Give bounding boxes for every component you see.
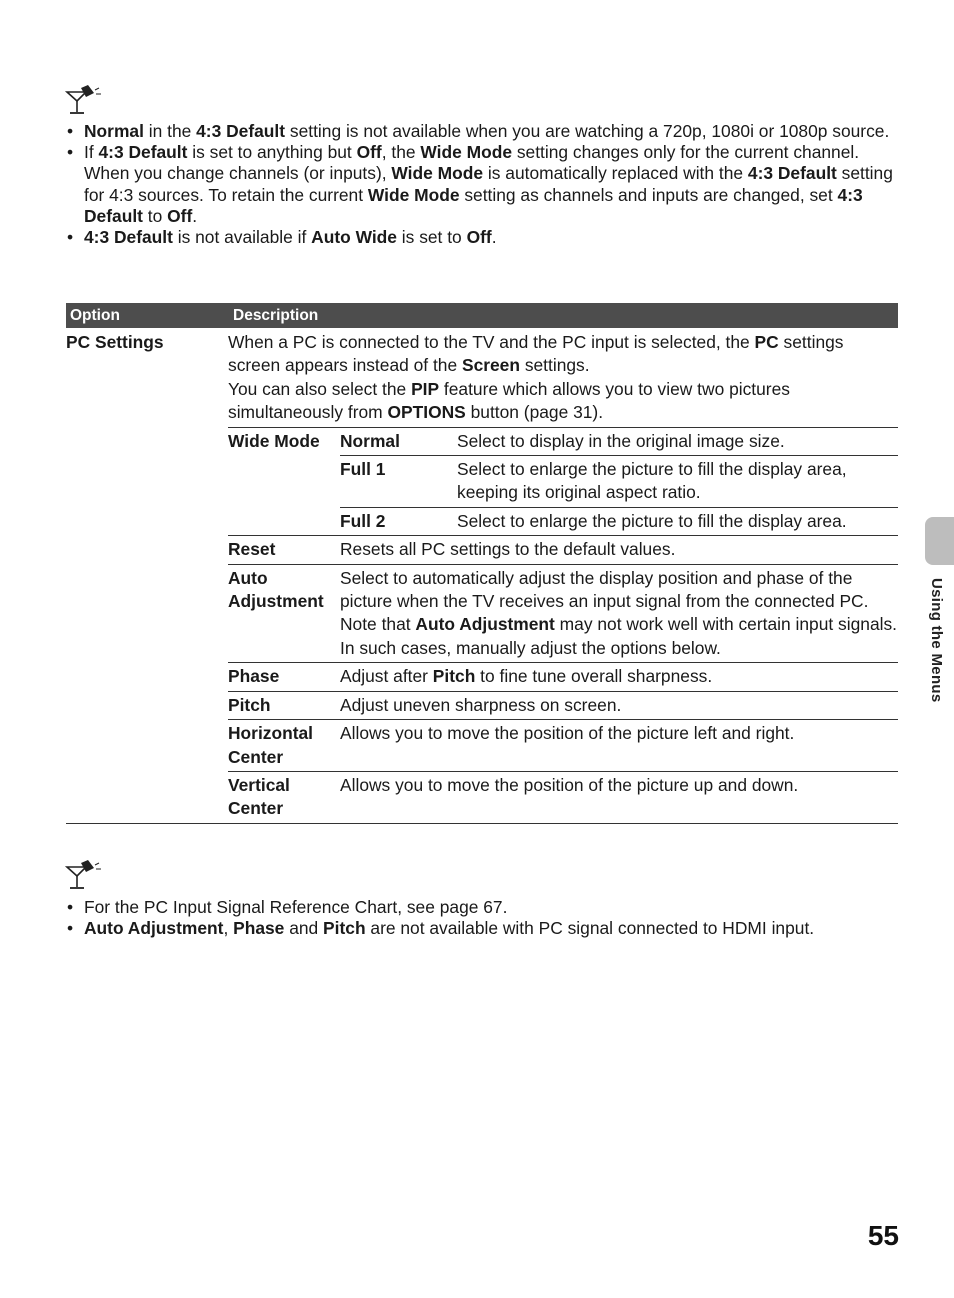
bold-term: Auto Adjustment	[415, 614, 555, 635]
sub-option-name: Vertical Center	[228, 774, 290, 819]
wide-mode-items	[340, 428, 898, 536]
note-item	[66, 121, 900, 142]
bold-term: PIP	[411, 378, 440, 399]
bold-term: Off	[356, 142, 382, 163]
table-row	[66, 328, 898, 823]
bold-term: 4:3 Default	[747, 163, 837, 184]
sub-option-row	[228, 535, 898, 563]
section-label: Using the Menus	[928, 578, 945, 703]
bullet-icon: •	[67, 142, 74, 163]
wide-mode-item	[340, 428, 898, 455]
bold-term: Phase	[233, 918, 285, 939]
wide-mode-group	[228, 427, 898, 536]
bold-term: Wide Mode	[367, 184, 460, 205]
bold-term: Auto Adjustment	[84, 918, 224, 939]
lamp-tip-icon	[64, 859, 104, 893]
bold-term: Wide Mode	[420, 142, 513, 163]
bold-term: Off	[167, 205, 193, 226]
note-item	[66, 142, 900, 227]
description-paragraph: You can also select the PIP feature which allows you to view two pictures simultaneously from OPTIONS button (page 31).	[228, 378, 790, 423]
wide-mode-label: Wide Mode	[228, 430, 320, 451]
sub-option-desc: Adjust after Pitch to fine tune overall sharpness.	[340, 666, 713, 687]
note-text: 4:3 Default is not available if Auto Wide is set to Off.	[84, 227, 497, 248]
bullet-icon: •	[67, 918, 74, 939]
bold-term: OPTIONS	[387, 402, 466, 423]
wide-mode-item-desc: Select to enlarge the picture to fill the display area, keeping its original aspect ratio.	[457, 459, 847, 503]
sub-option-row	[228, 691, 898, 719]
sub-rows	[228, 535, 898, 822]
sub-option-name: Reset	[228, 539, 276, 560]
bold-term: Wide Mode	[391, 163, 484, 184]
wide-mode-item-name: Normal	[340, 430, 400, 451]
bold-term: PC	[754, 332, 779, 352]
section-tab	[925, 517, 954, 565]
note-text: Auto Adjustment, Phase and Pitch are not available with PC signal connected to HDMI input.	[84, 918, 815, 939]
sub-option-desc: Adjust uneven sharpness on screen.	[340, 694, 622, 715]
bold-term: 4:3 Default	[98, 142, 188, 163]
bullet-icon: •	[67, 121, 74, 141]
bold-term: Normal	[84, 121, 144, 141]
sub-option-desc: Select to automatically adjust the display position and phase of the picture when the TV receives an input signal from the connected PC. Note that Auto Adjustment may not work well with certain input signals. In such cases, manually adjust the options below.	[340, 567, 898, 658]
sub-option-row	[228, 719, 898, 771]
note-item	[66, 227, 900, 248]
wide-mode-item-desc: Select to enlarge the picture to fill the display area.	[457, 510, 847, 531]
sub-option-name: Pitch	[228, 694, 271, 715]
sub-option-row	[228, 564, 898, 663]
bold-term: Pitch	[432, 666, 476, 687]
sub-option-name: Auto Adjustment	[228, 567, 324, 612]
sub-option-name: Phase	[228, 666, 280, 687]
bold-term: 4:3 Default	[84, 184, 863, 226]
wide-mode-item	[340, 507, 898, 535]
sub-option-desc: Allows you to move the position of the picture left and right.	[340, 723, 795, 744]
note-list-2	[66, 897, 900, 939]
header-option: Option	[70, 307, 120, 324]
bold-term: Screen	[461, 355, 520, 376]
bullet-icon: •	[67, 897, 74, 917]
option-table	[66, 303, 898, 824]
wide-mode-item-name: Full 2	[340, 510, 386, 531]
wide-mode-item	[340, 455, 898, 507]
wide-mode-item-name: Full 1	[340, 459, 386, 480]
note-text: For the PC Input Signal Reference Chart, see page 67.	[84, 897, 508, 917]
sub-option-desc: Allows you to move the position of the picture up and down.	[340, 774, 799, 795]
header-description: Description	[233, 307, 319, 324]
table-header	[66, 303, 898, 328]
bold-term: Pitch	[323, 918, 366, 939]
bullet-icon: •	[67, 227, 74, 248]
bold-term: 4:3 Default	[196, 121, 286, 141]
bold-term: Auto Wide	[311, 227, 397, 248]
sub-option-row	[228, 662, 898, 690]
note-text: Normal in the 4:3 Default setting is not available when you are watching a 720p, 1080i or 1080p source.	[84, 121, 890, 141]
note-text: If 4:3 Default is set to anything but Off, the Wide Mode setting changes only for the current channel. When you change channels (or inputs), Wide Mode is automatically replaced with the 4:3 Default setting for 4:3 sources. To retain the current Wide Mode setting as channels and inputs are changed, set 4:3 Default to Off.	[84, 142, 893, 226]
page-number: 55	[867, 1220, 899, 1251]
bold-term: 4:3 Default	[84, 227, 173, 248]
sub-option-name: Horizontal Center	[228, 723, 314, 767]
bold-term: Off	[466, 227, 492, 248]
note-item	[66, 897, 900, 918]
table-bottom-rule	[66, 823, 898, 824]
sub-option-row	[228, 771, 898, 823]
sub-options	[228, 427, 898, 823]
lamp-tip-icon	[64, 84, 104, 118]
note-item	[66, 918, 900, 939]
option-name: PC Settings	[66, 332, 164, 352]
option-description	[228, 328, 898, 425]
description-paragraph: When a PC is connected to the TV and the PC input is selected, the PC settings screen appears instead of the Screen settings.	[228, 332, 844, 376]
note-list-1	[66, 121, 900, 248]
sub-option-desc: Resets all PC settings to the default values.	[340, 539, 676, 560]
wide-mode-item-desc: Select to display in the original image size.	[457, 430, 785, 451]
